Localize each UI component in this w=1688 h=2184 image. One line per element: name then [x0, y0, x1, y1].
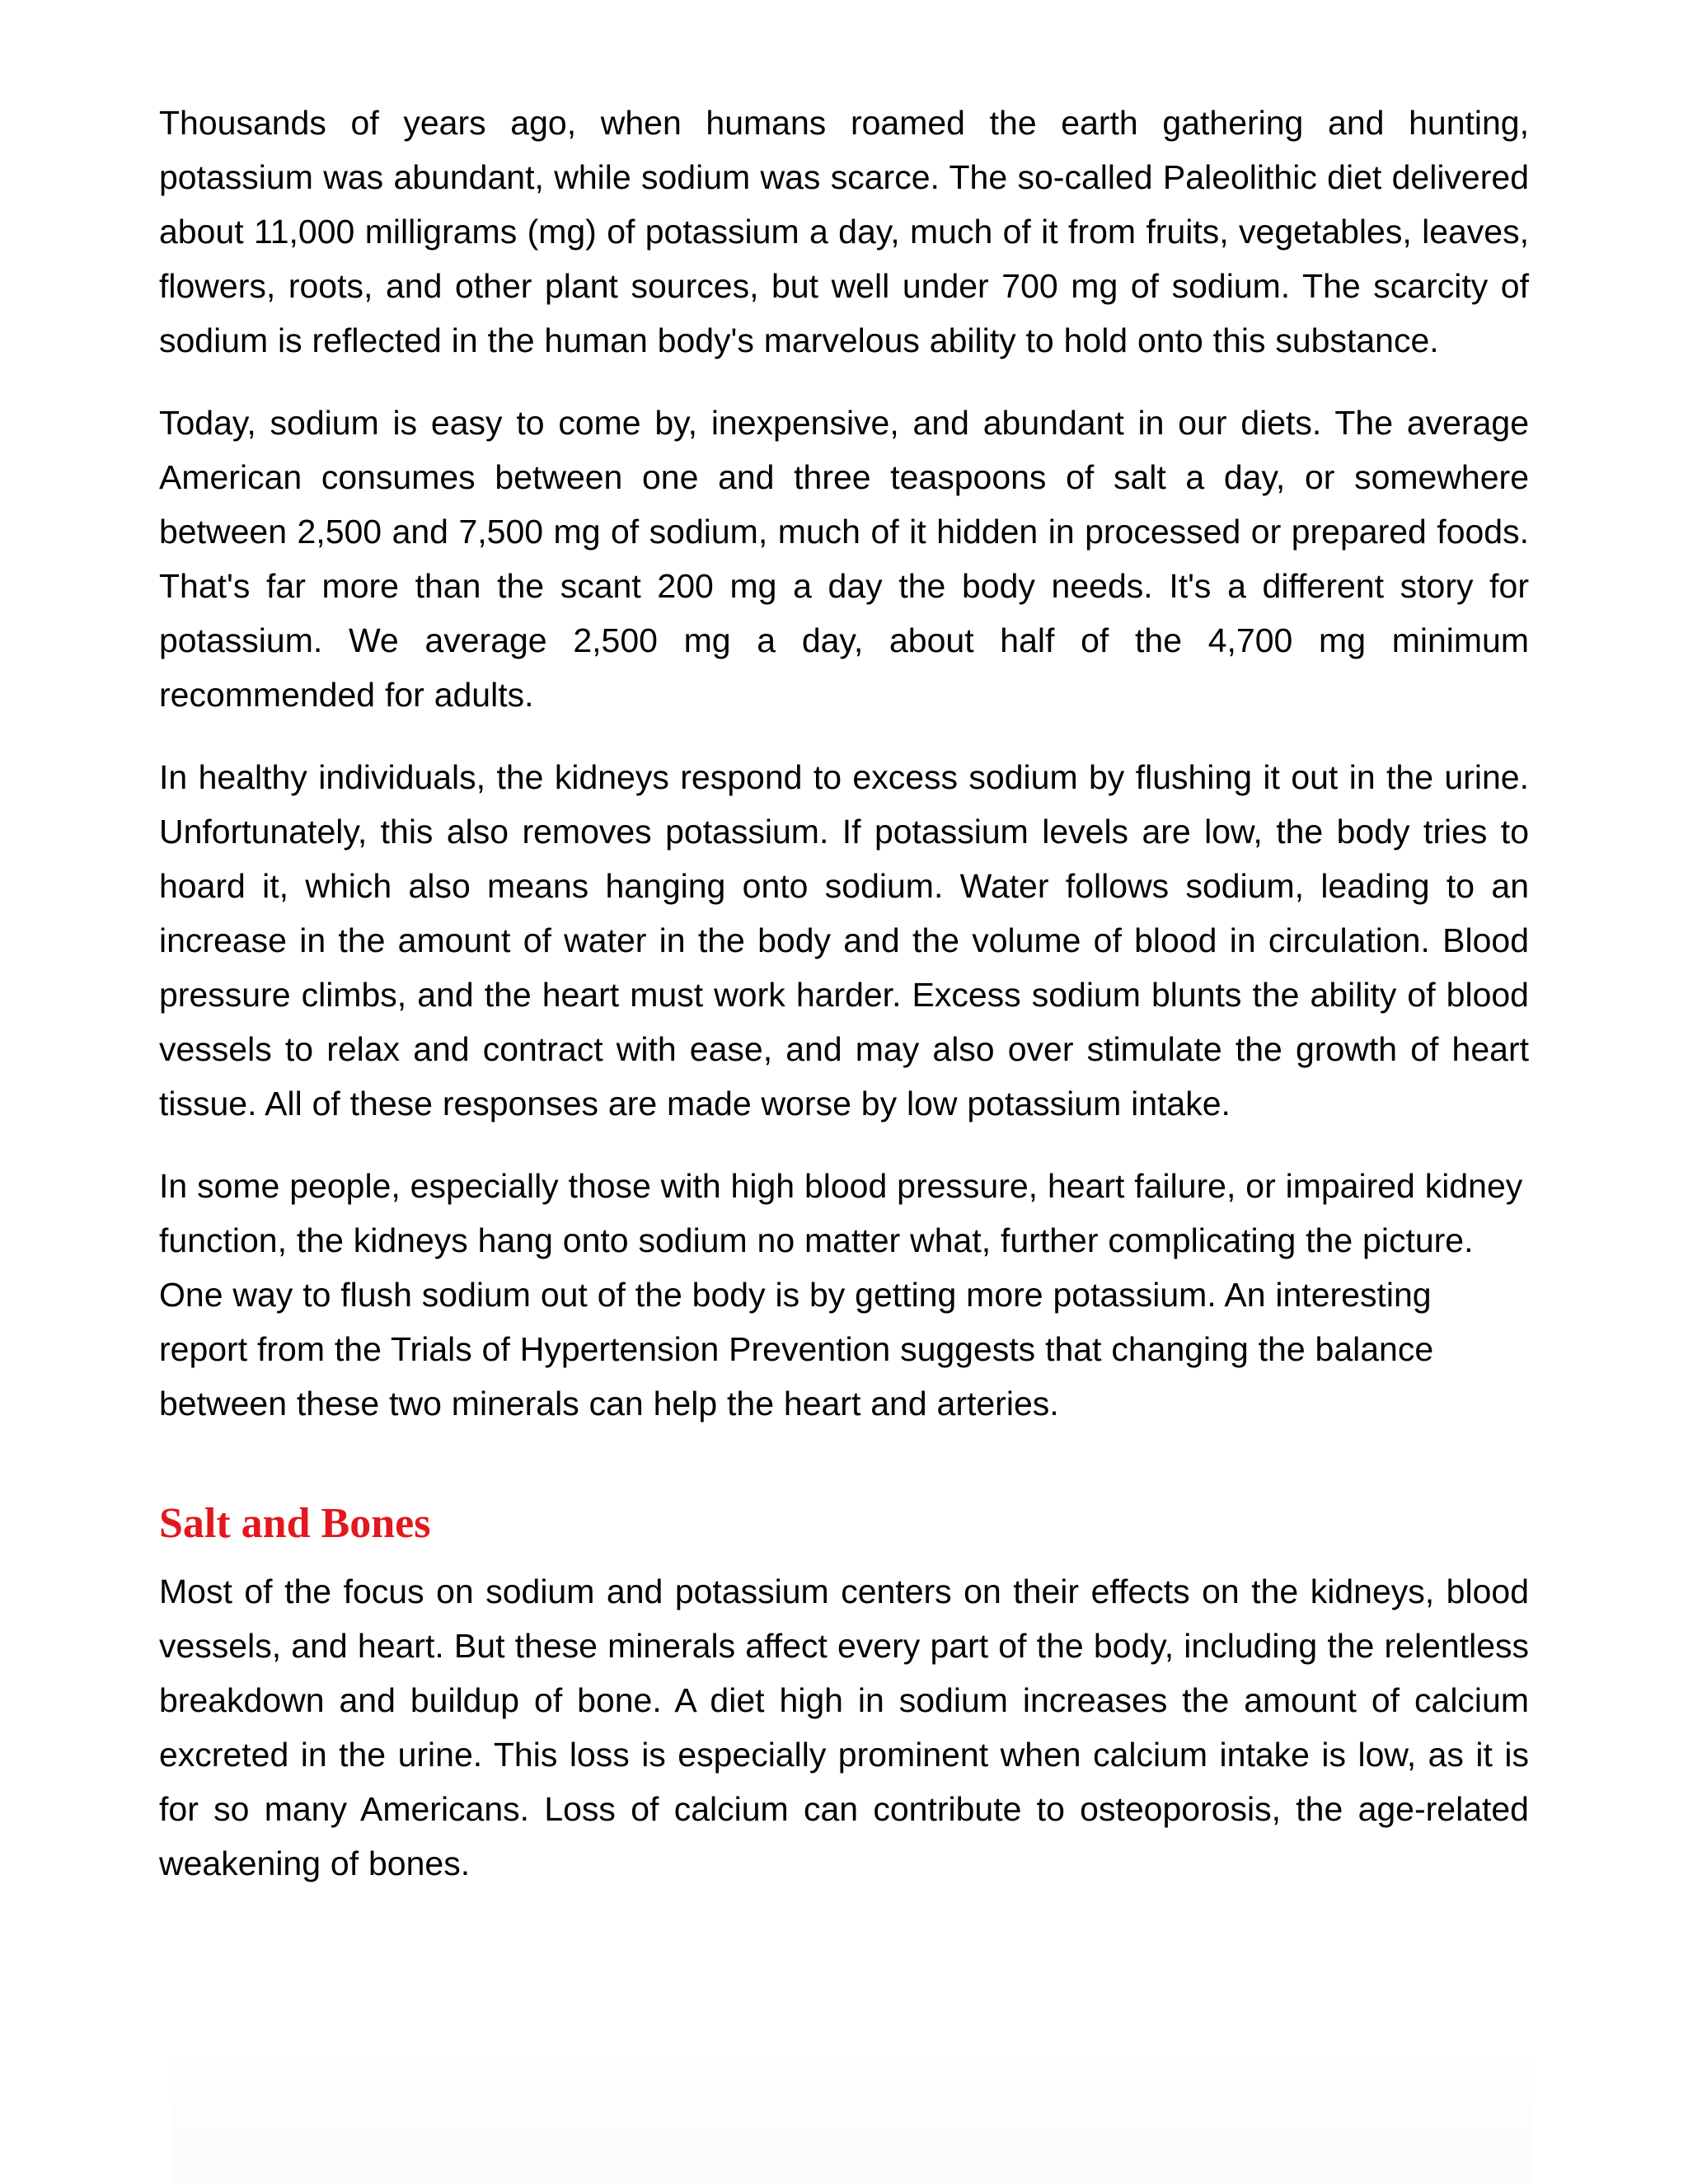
paragraph-paleolithic-diet: Thousands of years ago, when humans roamed the earth gathering and hunting, potassium was abundant, while sodium was scarce. The so-called Paleolithic diet delivered about 11,000 milligrams (mg) of potassium a day, much of it from fruits, vegetables, leaves, flowers, roots, and other plant sources, but well under 700 mg of sodium. The scarcity of sodium is reflected in the human body's marvelous ability to hold onto this substance. — [159, 104, 1529, 359]
paragraph-kidney-response: In healthy individuals, the kidneys respond to excess sodium by flushing it out in the urine. Unfortunately, this also removes potassium. If potassium levels are low, the body tries to hoard it, which also means hanging onto sodium. Water follows sodium, leading to an increase in the amount of water in the body and the volume of blood in circulation. Blood pressure climbs, and the heart must work harder. Excess sodium blunts the ability of blood vessels to relax and contract with ease, and may also over stimulate the growth of heart tissue. All of these responses are made worse by low potassium intake. — [159, 758, 1529, 1122]
paragraph-modern-sodium-intake: Today, sodium is easy to come by, inexpensive, and abundant in our diets. The average American consumes between one and three teaspoons of salt a day, or somewhere between 2,500 and 7,500 mg of sodium, much of it hidden in processed or prepared foods. That's far more than the scant 200 mg a day the body needs. It's a different story for potassium. We average 2,500 mg a day, about half of the 4,700 mg minimum recommended for adults. — [159, 404, 1529, 714]
paragraph-hypertension-prevention: In some people, especially those with high blood pressure, heart failure, or impaired kidney function, the kidneys hang onto sodium no matter what, further complicating the picture. One way to flush sodium out of the body is by getting more potassium. An interesting report from the Trials of Hypertension Prevention suggests that changing the balance between these two minerals can help the heart and arteries. — [159, 1167, 1523, 1422]
page-bottom-shade — [173, 2044, 1533, 2184]
paragraph-salt-and-bones: Most of the focus on sodium and potassium centers on their effects on the kidneys, blood vessels, and heart. But these minerals affect every part of the body, including the relentless breakdown and buildup of bone. A diet high in sodium increases the amount of calcium excreted in the urine. This loss is especially prominent when calcium intake is low, as it is for so many Americans. Loss of calcium can contribute to osteoporosis, the age-related weakening of bones. — [159, 1572, 1529, 1882]
document-body — [159, 96, 1529, 1919]
section-heading-salt-and-bones: Salt and Bones — [159, 1500, 431, 1547]
